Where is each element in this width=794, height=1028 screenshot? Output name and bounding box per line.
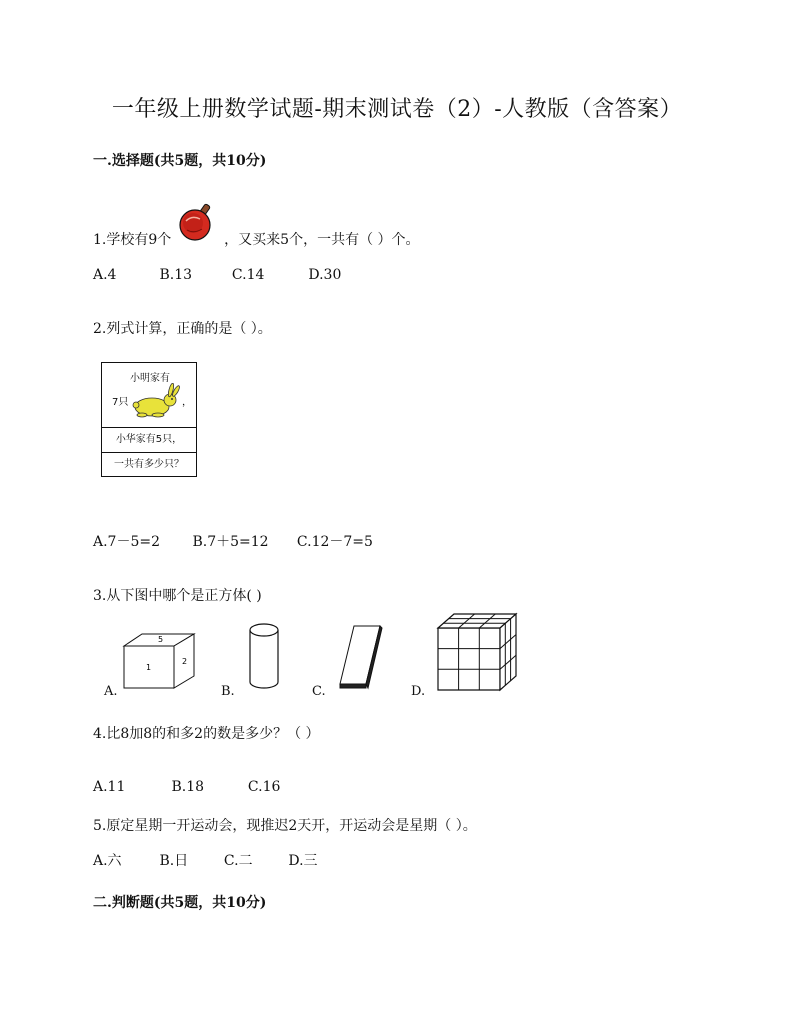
ping-pong-paddle-icon [176, 234, 220, 244]
question-5: 5.原定星期一开运动会，现推迟2天开，开运动会是星期（ ）。 [93, 818, 477, 834]
cube-face-label-1: 1 [146, 663, 152, 672]
option-c[interactable]: C.12－7=5 [296, 534, 373, 550]
question-1 [93, 229, 420, 249]
question-3: 3.从下图中哪个是正方体( ) [93, 588, 262, 604]
option-c[interactable]: C.16 [247, 779, 281, 795]
rabbit-icon [128, 383, 182, 422]
cube-grid-shape [434, 610, 520, 692]
option-b[interactable]: B.13 [159, 267, 193, 283]
shape-label-a[interactable]: A. [104, 684, 118, 699]
cube-face-label-5: 5 [158, 635, 164, 644]
option-a[interactable]: A.4 [93, 267, 117, 283]
option-b[interactable]: B.18 [171, 779, 205, 795]
question-2: 2.列式计算，正确的是（ ）。 [93, 321, 272, 337]
page-title: 一年级上册数学试题-期末测试卷（2）-人教版（含答案） [111, 97, 683, 122]
shape-label-d[interactable]: D. [411, 684, 426, 699]
word-problem-box [101, 362, 197, 477]
question-2-options [93, 531, 373, 551]
section-heading-judgment: 二.判断题(共5题，共10分) [93, 895, 267, 911]
question-5-options [93, 850, 318, 870]
question-1-options [93, 267, 341, 283]
option-b[interactable]: B.日 [159, 853, 189, 869]
option-b[interactable]: B.7＋5=12 [192, 534, 269, 550]
word-problem-row-3: 一共有多少只？ [102, 452, 196, 478]
option-d[interactable]: D.三 [288, 853, 318, 869]
option-a[interactable]: A.7－5=2 [93, 534, 161, 550]
cylinder-shape [244, 620, 284, 692]
option-d[interactable]: D.30 [308, 267, 342, 283]
word-problem-comma: ， [182, 397, 192, 408]
shape-label-c[interactable]: C. [312, 684, 326, 699]
word-problem-line-2: 7只 [112, 397, 129, 408]
option-c[interactable]: C.14 [231, 267, 265, 283]
word-problem-line-1: 小明家有 [130, 373, 170, 384]
question-1-text-after: ，又买来5个，一共有（ ）个。 [224, 232, 420, 248]
cube-face-label-2: 2 [182, 657, 188, 666]
section-heading-choice: 一.选择题(共5题，共10分) [93, 153, 267, 169]
option-a[interactable]: A.六 [93, 853, 122, 869]
question-4: 4.比8加8的和多2的数是多少？（ ） [93, 726, 320, 742]
cuboid-shape [118, 630, 208, 692]
question-4-options [93, 779, 280, 795]
word-problem-row-2: 小华家有5只， [102, 427, 196, 453]
question-1-text-before: 1.学校有9个 [93, 232, 172, 248]
slab-shape [336, 622, 386, 692]
option-c[interactable]: C.二 [223, 853, 253, 869]
shape-label-b[interactable]: B. [221, 684, 235, 699]
word-problem-row-1 [102, 363, 196, 427]
option-a[interactable]: A.11 [93, 779, 126, 795]
